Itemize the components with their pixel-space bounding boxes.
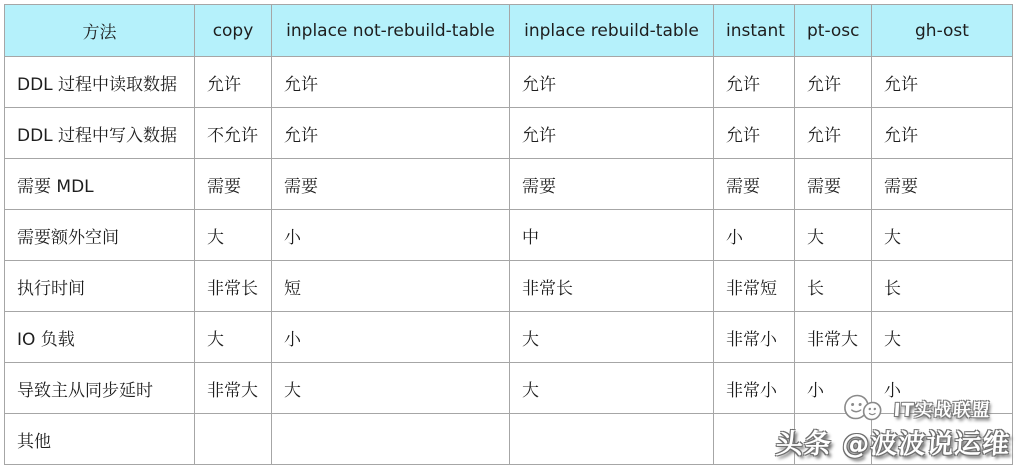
table-cell: 非常长 (510, 261, 714, 312)
table-cell: 长 (795, 261, 872, 312)
table-row (5, 363, 1013, 414)
header-cell-inplace-not-rebuild: inplace not-rebuild-table (272, 5, 510, 57)
table-cell (195, 414, 272, 465)
table-cell: 需要 (510, 159, 714, 210)
header-cell-method: 方法 (5, 5, 195, 57)
table-cell (272, 414, 510, 465)
table-cell: 大 (510, 312, 714, 363)
table-cell: 大 (510, 363, 714, 414)
table-cell: 需要 (195, 159, 272, 210)
table-row (5, 210, 1013, 261)
table-cell: 非常大 (195, 363, 272, 414)
header-row (5, 5, 1013, 57)
table-row (5, 261, 1013, 312)
row-label: DDL 过程中写入数据 (5, 108, 195, 159)
header-cell-pt-osc: pt-osc (795, 5, 872, 57)
table-cell: 非常小 (714, 363, 795, 414)
table-cell: 小 (795, 363, 872, 414)
table-cell: 大 (872, 312, 1013, 363)
table-row (5, 108, 1013, 159)
table-cell: 小 (872, 363, 1013, 414)
table-row (5, 414, 1013, 465)
table-cell (510, 414, 714, 465)
table-cell: 小 (714, 210, 795, 261)
table-cell: 非常小 (714, 312, 795, 363)
row-label: DDL 过程中读取数据 (5, 57, 195, 108)
table-cell: 允许 (195, 57, 272, 108)
ddl-method-comparison-table (4, 4, 1013, 465)
table-cell: 允许 (714, 108, 795, 159)
table-cell: 非常短 (714, 261, 795, 312)
table-cell: 需要 (872, 159, 1013, 210)
header-cell-gh-ost: gh-ost (872, 5, 1013, 57)
row-label: 执行时间 (5, 261, 195, 312)
table-cell: 大 (872, 210, 1013, 261)
row-label: 需要额外空间 (5, 210, 195, 261)
table-cell: 大 (272, 363, 510, 414)
row-label: 需要 MDL (5, 159, 195, 210)
table-cell: 允许 (872, 108, 1013, 159)
table-row (5, 312, 1013, 363)
table-cell: 需要 (272, 159, 510, 210)
table-cell (795, 414, 872, 465)
table-cell: 小 (272, 210, 510, 261)
table-row (5, 57, 1013, 108)
header-cell-instant: instant (714, 5, 795, 57)
table-cell: 允许 (714, 57, 795, 108)
table-cell: 需要 (714, 159, 795, 210)
row-label: IO 负载 (5, 312, 195, 363)
table-cell: 大 (195, 312, 272, 363)
table-cell (714, 414, 795, 465)
table-cell: 长 (872, 261, 1013, 312)
table-cell: 中 (510, 210, 714, 261)
table-cell: 大 (195, 210, 272, 261)
table-cell: 非常长 (195, 261, 272, 312)
table-cell: 非常大 (795, 312, 872, 363)
table-cell: 允许 (510, 57, 714, 108)
table-cell: 允许 (795, 108, 872, 159)
table-cell: 允许 (872, 57, 1013, 108)
table-cell: 需要 (795, 159, 872, 210)
table-cell: 允许 (272, 57, 510, 108)
header-cell-copy: copy (195, 5, 272, 57)
table-row (5, 159, 1013, 210)
table-cell: 大 (795, 210, 872, 261)
row-label: 其他 (5, 414, 195, 465)
table-cell: 允许 (795, 57, 872, 108)
table-cell: 短 (272, 261, 510, 312)
watermark-brand-text: IT实战联盟 (892, 400, 991, 421)
row-label: 导致主从同步延时 (5, 363, 195, 414)
table-cell: 小 (272, 312, 510, 363)
table-cell (872, 414, 1013, 465)
header-cell-inplace-rebuild: inplace rebuild-table (510, 5, 714, 57)
watermark-handle-text: 头条 @波波说运维 (774, 429, 1011, 460)
table-cell: 允许 (272, 108, 510, 159)
table-cell: 不允许 (195, 108, 272, 159)
table-cell: 允许 (510, 108, 714, 159)
